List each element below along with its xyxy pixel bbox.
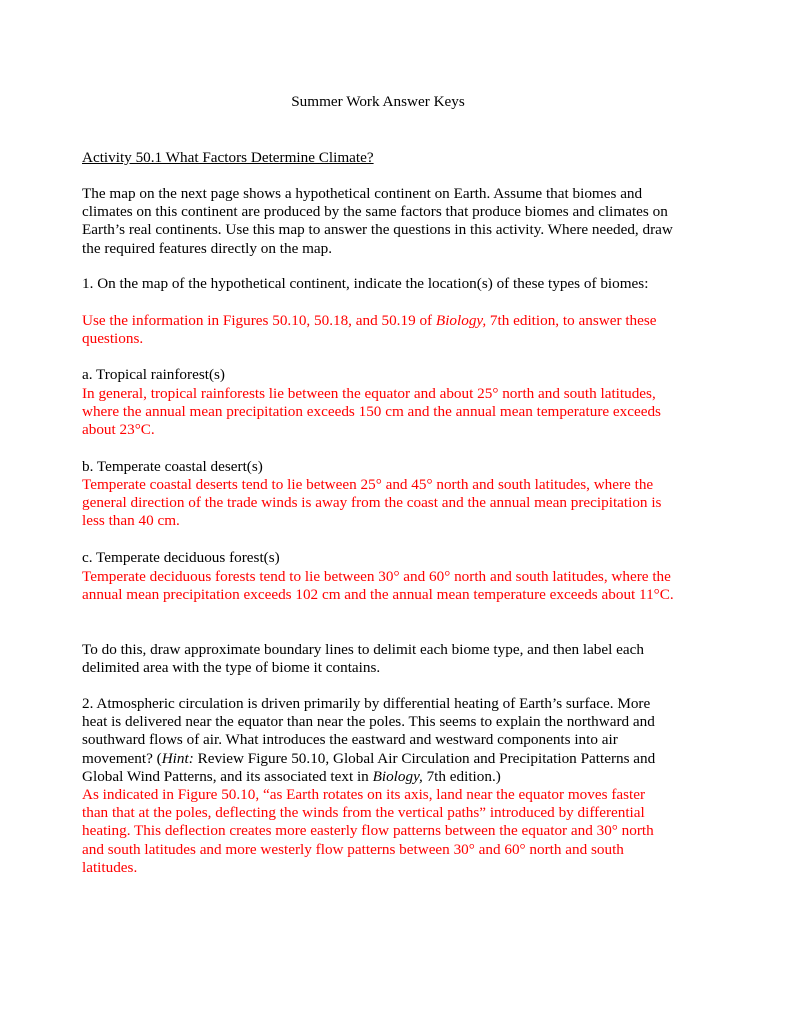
question-2-text-end: 7th edition.)	[422, 767, 501, 785]
item-c-answer: Temperate deciduous forests tend to lie between 30° and 60° north and south latitudes, where the annual mean precipitation exceeds 102 cm and the annual mean temperature exceeds about 11°C.	[82, 568, 674, 604]
instruction-paragraph: To do this, draw approximate boundary lines to delimit each biome type, and then label each delimited area with the type of biome it contains.	[82, 641, 644, 677]
hint-label: Hint:	[161, 749, 194, 767]
question-2-text: 2. Atmospheric circulation is driven primarily by differential heating of Earth’s surface. More heat is delivered near the equator than near the poles. This seems to explain the northward and southward flows of air. What introduces the eastward and westward components into air movement? (	[82, 695, 655, 767]
activity-heading	[82, 149, 682, 167]
book-title: Biology,	[372, 767, 423, 785]
book-title: Biology,	[435, 312, 487, 329]
item-b-answer: Temperate coastal deserts tend to lie between 25° and 45° north and south latitudes, where the general direction of the trade winds is away from the coast and the annual mean precipitation is less than 40 cm.	[82, 476, 662, 530]
page-title: Summer Work Answer Keys	[291, 93, 465, 110]
item-b-label: b. Temperate coastal desert(s)	[82, 458, 263, 475]
question-1: 1. On the map of the hypothetical continent, indicate the location(s) of these types of biomes:	[82, 275, 649, 292]
activity-heading-text: Activity 50.1 What Factors Determine Climate?	[82, 149, 374, 166]
answer-text-post: 7th edition, to answer these questions.	[82, 312, 657, 348]
item-a-label: a. Tropical rainforest(s)	[82, 366, 225, 383]
item-a-answer: In general, tropical rainforests lie between the equator and about 25° north and south latitudes, where the annual mean precipitation exceeds 150 cm and the annual mean temperature exceeds about 23°C.	[82, 385, 661, 439]
item-c-label: c. Temperate deciduous forest(s)	[82, 549, 280, 566]
question-2-text-cont: Review Figure 50.10, Global Air Circulation and Precipitation Patterns and Global Wind Patterns, and its associated text in	[82, 749, 656, 785]
question-1-answer	[82, 312, 674, 348]
question-2-answer: As indicated in Figure 50.10, “as Earth rotates on its axis, land near the equator moves faster than that at the poles, deflecting the winds from the vertical paths” introduced by differential heating. This deflection creates more easterly flow patterns between the equator and 30° north and south latitudes and more westerly flow patterns between 30° and 60° north and south latitudes.	[82, 786, 654, 876]
answer-text-pre: Use the information in Figures 50.10, 50.18, and 50.19 of	[82, 312, 436, 329]
question-2	[82, 695, 678, 786]
intro-paragraph: The map on the next page shows a hypothetical continent on Earth. Assume that biomes and climates on this continent are produced by the same factors that produce biomes and climates on Earth’s real continents. Use this map to answer the questions in this activity. Where needed, draw the required features directly on the map.	[82, 185, 673, 257]
